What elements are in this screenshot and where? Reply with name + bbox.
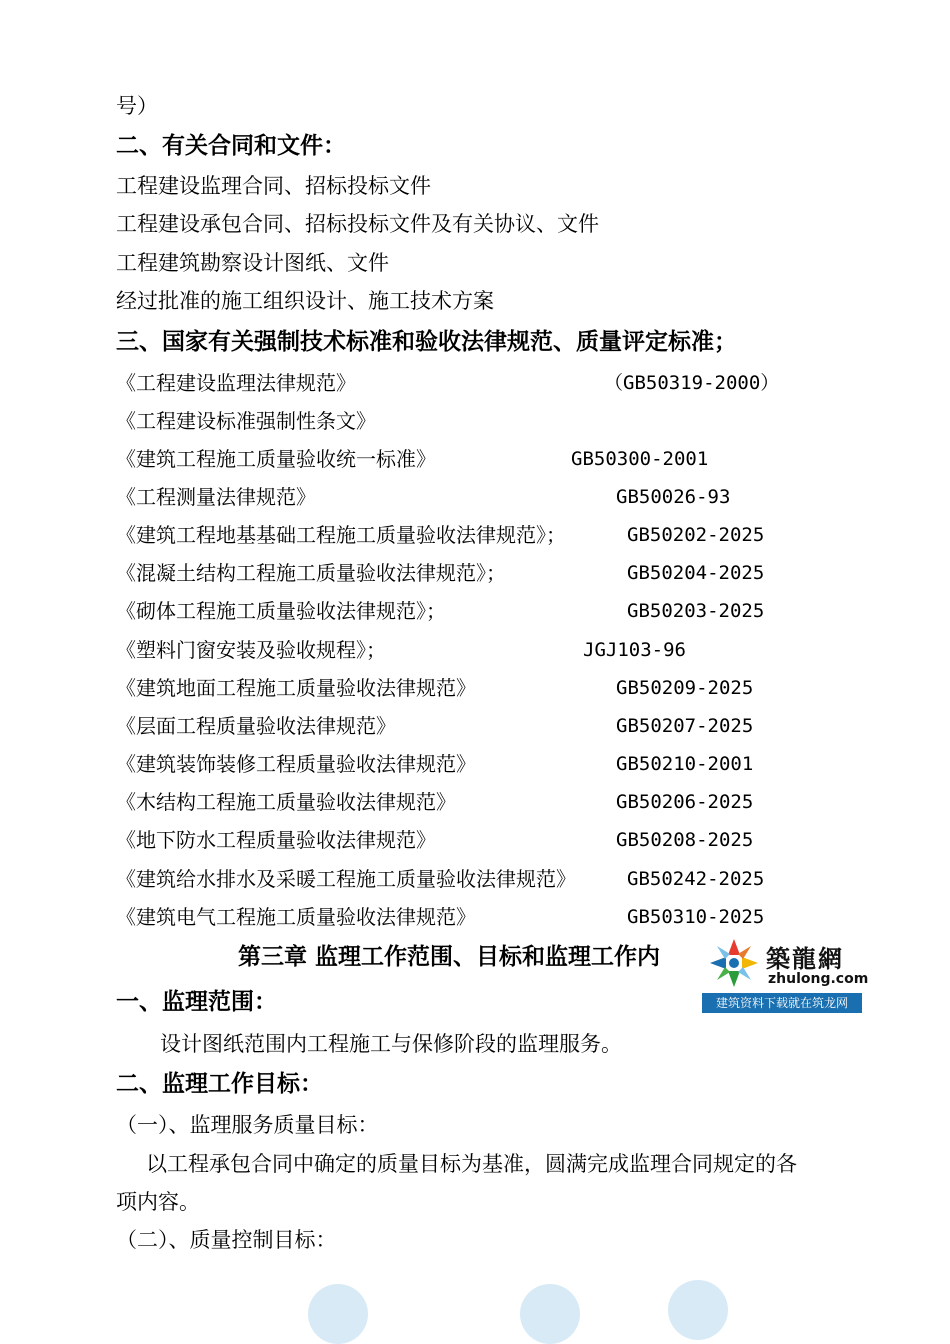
standard-code: GB50207-2025 [616, 715, 754, 737]
standard-name: 《建筑地面工程施工质量验收法律规范》 [116, 676, 476, 700]
section-heading-contracts: 二、有关合同和文件： [116, 133, 346, 159]
standard-name: 《建筑电气工程施工质量验收法律规范》 [116, 905, 476, 929]
standard-code: GB50209-2025 [616, 677, 754, 699]
chapter-title: 第三章 监理工作范围、目标和监理工作内 [238, 944, 661, 970]
snowflake-watermark-icon [512, 1276, 588, 1344]
logo-banner: 建筑资料下载就在筑龙网 [702, 993, 862, 1013]
standard-name: 《层面工程质量验收法律规范》 [116, 714, 396, 738]
standard-name: 《工程测量法律规范》 [116, 485, 316, 509]
standard-name: 《建筑给水排水及采暖工程施工质量验收法律规范》 [116, 867, 576, 891]
logo-domain: zhulong.com [768, 971, 869, 987]
standard-code: GB50203-2025 [627, 600, 765, 622]
standard-name: 《混凝土结构工程施工质量验收法律规范》； [116, 561, 506, 585]
standard-code: GB50210-2001 [616, 753, 754, 775]
snowflake-watermark-icon [660, 1270, 736, 1344]
standard-code: GB50204-2025 [627, 562, 765, 584]
standard-name: 《建筑工程地基基础工程施工质量验收法律规范》； [116, 523, 566, 547]
text-line: 工程建设监理合同、招标投标文件 [116, 174, 431, 198]
logo-chinese-name: 築龍網 [766, 944, 844, 973]
standard-code: JGJ103-96 [583, 639, 686, 661]
standard-name: 《地下防水工程质量验收法律规范》 [116, 828, 436, 852]
snowflake-logo-icon [706, 937, 762, 989]
standard-code: GB50206-2025 [616, 791, 754, 813]
text-line: 工程建筑勘察设计图纸、文件 [116, 251, 389, 275]
section-heading-goals: 二、监理工作目标： [116, 1071, 323, 1097]
standard-name: 《木结构工程施工质量验收法律规范》 [116, 790, 456, 814]
text-line: 经过批准的施工组织设计、施工技术方案 [116, 289, 494, 313]
text-line: 号） [116, 94, 158, 118]
standard-name: 《建筑工程施工质量验收统一标准》 [116, 447, 436, 471]
standard-code: （GB50319-2000） [604, 372, 780, 394]
standard-code: GB50242-2025 [627, 868, 765, 890]
standard-code: GB50026-93 [616, 486, 731, 508]
standard-code: GB50202-2025 [627, 524, 765, 546]
standard-name: 《工程建设监理法律规范》 [116, 371, 356, 395]
standard-name: 《建筑装饰装修工程质量验收法律规范》 [116, 752, 476, 776]
text-line: 以工程承包合同中确定的质量目标为基准，圆满完成监理合同规定的各 [146, 1152, 797, 1176]
text-line: 工程建设承包合同、招标投标文件及有关协议、文件 [116, 212, 599, 236]
snowflake-watermark-icon [300, 1276, 376, 1344]
section-heading-standards: 三、国家有关强制技术标准和验收法律规范、质量评定标准； [116, 329, 737, 355]
standard-name: 《工程建设标准强制性条文》 [116, 409, 376, 433]
standard-name: 《砌体工程施工质量验收法律规范》； [116, 599, 446, 623]
standard-code: GB50310-2025 [627, 906, 765, 928]
subsection-heading: （二）、质量控制目标： [116, 1228, 337, 1252]
text-line: 设计图纸范围内工程施工与保修阶段的监理服务。 [160, 1032, 622, 1056]
zhulong-logo [702, 935, 869, 1013]
standard-code: GB50208-2025 [616, 829, 754, 851]
standard-name: 《塑料门窗安装及验收规程》； [116, 638, 386, 662]
text-line: 项内容。 [116, 1190, 200, 1214]
subsection-heading: （一）、监理服务质量目标： [116, 1113, 379, 1137]
standard-code: GB50300-2001 [571, 448, 709, 470]
section-heading-scope: 一、监理范围： [116, 989, 277, 1015]
